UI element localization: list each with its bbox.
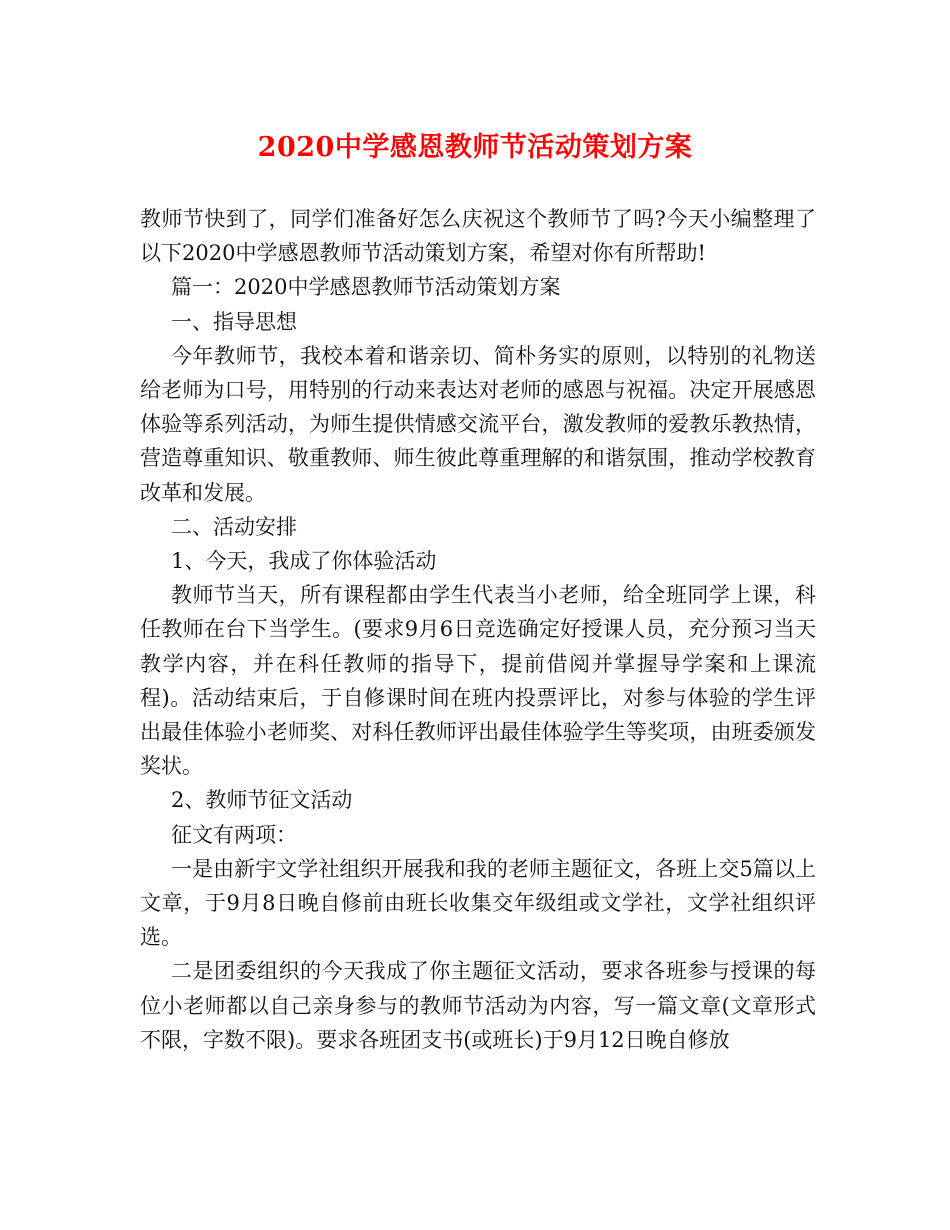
paragraph-guiding-idea: 今年教师节，我校本着和谐亲切、简朴务实的原则，以特别的礼物送给老师为口号，用特别的行动来表达对老师的感恩与祝福。决定开展感恩体验等系列活动，为师生提供情感交流平台，激发教师的爱教乐教热情，营造尊重知识、敬重教师、师生彼此尊重理解的和谐氛围，推动学校教育改革和发展。: [140, 343, 816, 505]
subheading-activity-1: 1、今天，我成了你体验活动: [171, 549, 437, 574]
document-title: 2020中学感恩教师节活动策划方案: [257, 132, 693, 163]
section-heading-activity-arrangement: 二、活动安排: [171, 514, 297, 539]
paragraph-intro: 教师节快到了，同学们准备好怎么庆祝这个教师节了吗?今天小编整理了以下2020中学感恩教师节活动策划方案，希望对你有所帮助!: [140, 207, 816, 266]
paragraph-essay-first: 一是由新宇文学社组织开展我和我的老师主题征文，各班上交5篇以上文章，于9月8日晚自修前由班长收集交年级组或文学社，文学社组织评选。: [140, 856, 816, 950]
paragraph-essay-second: 二是团委组织的今天我成了你主题征文活动，要求各班参与授课的每位小老师都以自己亲身参与的教师节活动为内容，写一篇文章(文章形式不限，字数不限)。要求各班团支书(或班长)于9月12日晚自修放: [140, 959, 816, 1052]
paragraph-activity-1: 教师节当天，所有课程都由学生代表当小老师，给全班同学上课，科任教师在台下当学生。(要求9月6日竞选确定好授课人员，充分预习当天教学内容，并在科任教师的指导下，提前借阅并掌握导学案和上课流程)。活动结束后，于自修课时间在班内投票评比，对参与体验的学生评出最佳体验小老师奖、对科任教师评出最佳体验学生等奖项，由班委颁发奖状。: [140, 583, 816, 779]
section-heading-guiding-idea: 一、指导思想: [171, 309, 297, 334]
document-body: [140, 202, 816, 1057]
paragraph-essay-items: 征文有两项：: [171, 822, 297, 847]
subheading-activity-2: 2、教师节征文活动: [171, 788, 353, 813]
paragraph-chapter-heading: 篇一：2020中学感恩教师节活动策划方案: [171, 275, 561, 300]
